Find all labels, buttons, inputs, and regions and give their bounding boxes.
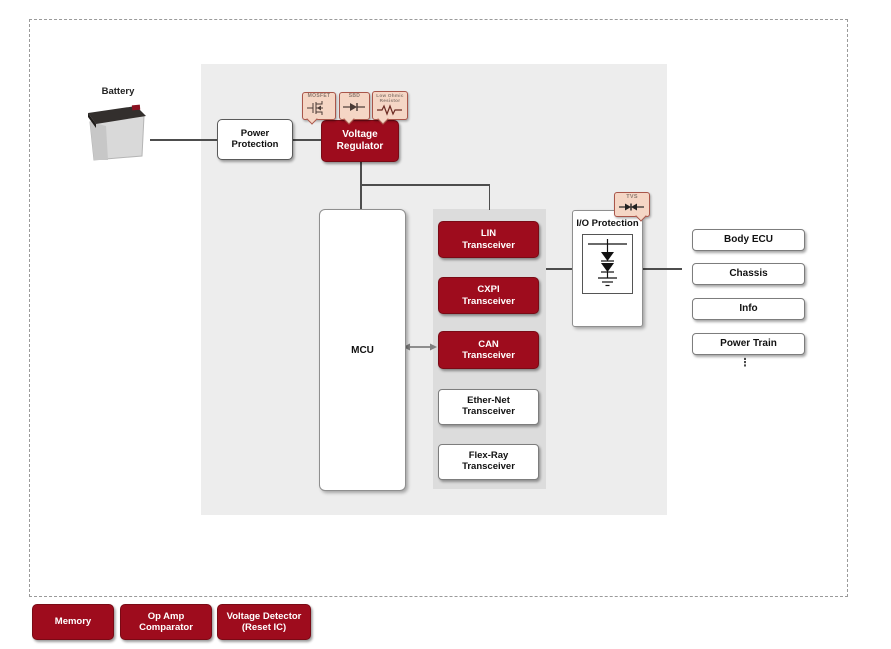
- can-transceiver-label: CAN Transceiver: [462, 338, 515, 361]
- wire-power-protection-to-regulator: [293, 139, 322, 141]
- mosfet-callout-label: MOSFET: [307, 93, 331, 99]
- can-transceiver-block: [438, 331, 539, 369]
- wire-branch-to-transceiver-group: [489, 184, 491, 210]
- power-protection-label: Power Protection: [231, 127, 279, 150]
- memory-label: Memory: [54, 616, 92, 628]
- tvs-clamp-schematic-icon: [584, 237, 631, 291]
- mcu-label: MCU: [351, 344, 374, 356]
- voltage-regulator-label: Voltage Regulator: [336, 129, 384, 152]
- memory-block: [32, 604, 114, 640]
- op-amp-comparator-block: [120, 604, 212, 640]
- mosfet-callout: [302, 92, 336, 120]
- voltage-regulator-block: [321, 120, 399, 162]
- cxpi-transceiver-block: [438, 277, 539, 314]
- power-train-label: Power Train: [720, 338, 777, 350]
- io-protection-label: I/O Protection: [576, 218, 639, 229]
- info-label: Info: [739, 303, 758, 315]
- mcu-block: [319, 209, 406, 491]
- battery-icon: [82, 100, 152, 164]
- schottky-diode-symbol-icon: [342, 100, 367, 114]
- power-protection-block: [217, 119, 293, 160]
- voltage-detector-block: [217, 604, 311, 640]
- body-ecu-block: [692, 229, 805, 251]
- ethernet-transceiver-label: Ether-Net Transceiver: [462, 395, 515, 417]
- sbd-callout: [339, 92, 370, 120]
- power-train-block: [692, 333, 805, 355]
- lin-transceiver-block: [438, 221, 539, 258]
- more-ecus-ellipsis: ⋮: [739, 357, 751, 369]
- sbd-callout-label: SBD: [348, 93, 361, 99]
- low-ohmic-resistor-callout: [372, 91, 408, 120]
- chassis-label: Chassis: [729, 268, 768, 280]
- ethernet-transceiver-block: [438, 389, 539, 425]
- wire-battery-to-power-protection: [150, 139, 218, 141]
- lin-transceiver-label: LIN Transceiver: [462, 228, 515, 251]
- wire-regulator-to-mcu: [360, 162, 362, 209]
- wire-io-protection-to-ecus: [643, 268, 682, 270]
- io-protection-schematic: [582, 234, 633, 294]
- info-block: [692, 298, 805, 320]
- op-amp-comparator-label: Op Amp Comparator: [139, 610, 193, 633]
- tvs-callout: [614, 192, 650, 217]
- low-ohmic-resistor-callout-label: Low Ohmic Resistor: [376, 93, 404, 104]
- voltage-detector-label: Voltage Detector (Reset IC): [226, 610, 302, 633]
- body-ecu-label: Body ECU: [724, 234, 773, 246]
- wire-regulator-branch-horizontal: [360, 184, 490, 186]
- flexray-transceiver-label: Flex-Ray Transceiver: [462, 450, 515, 472]
- battery-image: [82, 100, 152, 169]
- io-protection-block: [572, 210, 643, 327]
- cxpi-transceiver-label: CXPI Transceiver: [462, 284, 515, 307]
- mcu-transceiver-double-arrow-icon: [403, 339, 437, 357]
- wire-group-to-io-protection: [546, 268, 572, 270]
- mosfet-symbol-icon: [306, 100, 332, 116]
- chassis-block: [692, 263, 805, 285]
- flexray-transceiver-block: [438, 444, 539, 480]
- battery-label: Battery: [101, 86, 135, 97]
- tvs-callout-label: TVS: [626, 194, 638, 200]
